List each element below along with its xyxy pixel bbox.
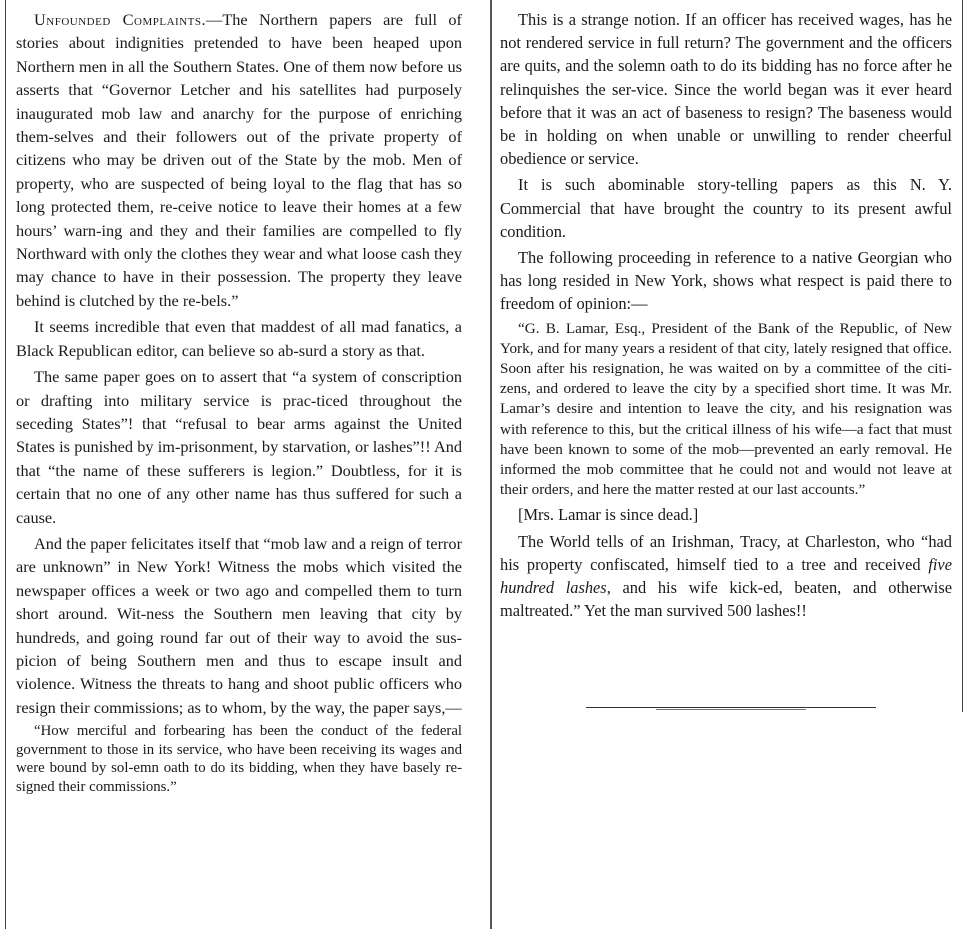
paragraph-8 bbox=[500, 530, 952, 623]
column-rule-right bbox=[962, 0, 963, 712]
paragraph-8-start: The World tells of an Irishman, Tracy, at Charleston, who “had his property confiscated, himself tied to a tree and received bbox=[500, 531, 952, 574]
paragraph-3: The same paper goes on to assert that “a system of conscription or drafting into military service is prac-ticed throughout the seceding States”! that “refusal to bear arms against the United States is punished by im-prisonment, by starvation, or lashes”!! And that “the name of these sufferers is legion.” Doubtless, for it is certain that no one of any other name has thus suffered for such a cause. bbox=[16, 367, 462, 527]
paragraph-1-text: —The Northern papers are full of stories about indignities pretended to have been heaped upon Northern men in all the Southern States. One of them now before us asserts that “Governor Letcher and his satellites had purposely inaugurated mob law and anarchy for the purpose of enriching them-selves and their followers out of the private property of citizens who may be driven out of the State by the mob. Men of property, who are suspected of being loyal to the flag that has so long protected them, re-ceive notice to leave their homes at a few hours’ warn-ing and they and their families are compelled to fly Northward with only the clothes they wear and what loose cash they may chance to have in their possession. The property they leave behind is clutched by the re-bels.” bbox=[16, 10, 462, 310]
paragraph-4: And the paper felicitates itself that “mob law and a reign of terror are unknown” in New York! Witness the mobs which visited the newspaper offices a week or two ago and compelled them to turn short around. Wit-ness the Southern men leaving that city by hundreds, and going round far out of their way to avoid the sus-picion of being Southern men and thus to escape insult and violence. Witness the threats to hang and shoot public officers who resign their commissions; as to whom, by the way, the paper says,— bbox=[16, 533, 462, 717]
bracket-note: [Mrs. Lamar is since dead.] bbox=[518, 505, 699, 525]
column-rule-center bbox=[490, 0, 492, 929]
emphasis-five-hundred-lashes: five hundred lashes bbox=[500, 554, 952, 598]
paragraph-5: This is a strange notion. If an officer has received wages, has he not rendered service in full return? The government and the officers are quits, and the solemn oath to do its bidding has no force after he relinquishes the ser-vice. Since the world began was it ever heard before that it was an act of baseness to resign? The baseness would be in holding on when unable or unwilling to render cheerful obedience or service. bbox=[500, 10, 952, 169]
quoted-passage-right: “G. B. Lamar, Esq., President of the Bank of the Republic, of New York, and for many years a resident of that city, lately resigned that office. Soon after his resignation, he was waited on by a committee of the citi-zens, and ordered to leave the city by a specified short time. It was Mr. Lamar’s desire and intention to leave the city, and his resignation was with reference to this, but the critical illness of his wife—a fact that must have been known to some of the mob—prevented an early removal. He informed the mob committee that he could not and would not leave at their orders, and here the matter rested at our last accounts.” bbox=[500, 319, 952, 499]
paragraph-2: It seems incredible that even that maddest of all mad fanatics, a Black Republican editor, can believe so ab-surd a story as that. bbox=[16, 317, 462, 360]
article-heading: Unfounded Complaints. bbox=[34, 10, 207, 29]
end-rule bbox=[586, 707, 876, 708]
paragraph-8-end: , and his wife kick-ed, beaten, and otherwise maltreated.” Yet the man survived 500 lashes!! bbox=[500, 578, 952, 621]
paragraph-6: It is such abominable story-telling papers as this N. Y. Commercial that have brought the country to its present awful condition. bbox=[500, 175, 952, 241]
paragraph-7: The following proceeding in reference to a native Georgian who has long resided in New York, shows what respect is paid there to freedom of opinion:— bbox=[500, 248, 952, 314]
right-column bbox=[500, 8, 952, 625]
quoted-passage-left: “How merciful and forbearing has been the conduct of the federal government to those in its service, who have been receiving its wages and were bound by sol-emn oath to do its bidding, when they have basely re-signed their commissions.” bbox=[16, 723, 462, 795]
column-rule-left bbox=[5, 0, 6, 929]
paragraph-1 bbox=[16, 8, 462, 312]
left-column bbox=[16, 8, 462, 800]
